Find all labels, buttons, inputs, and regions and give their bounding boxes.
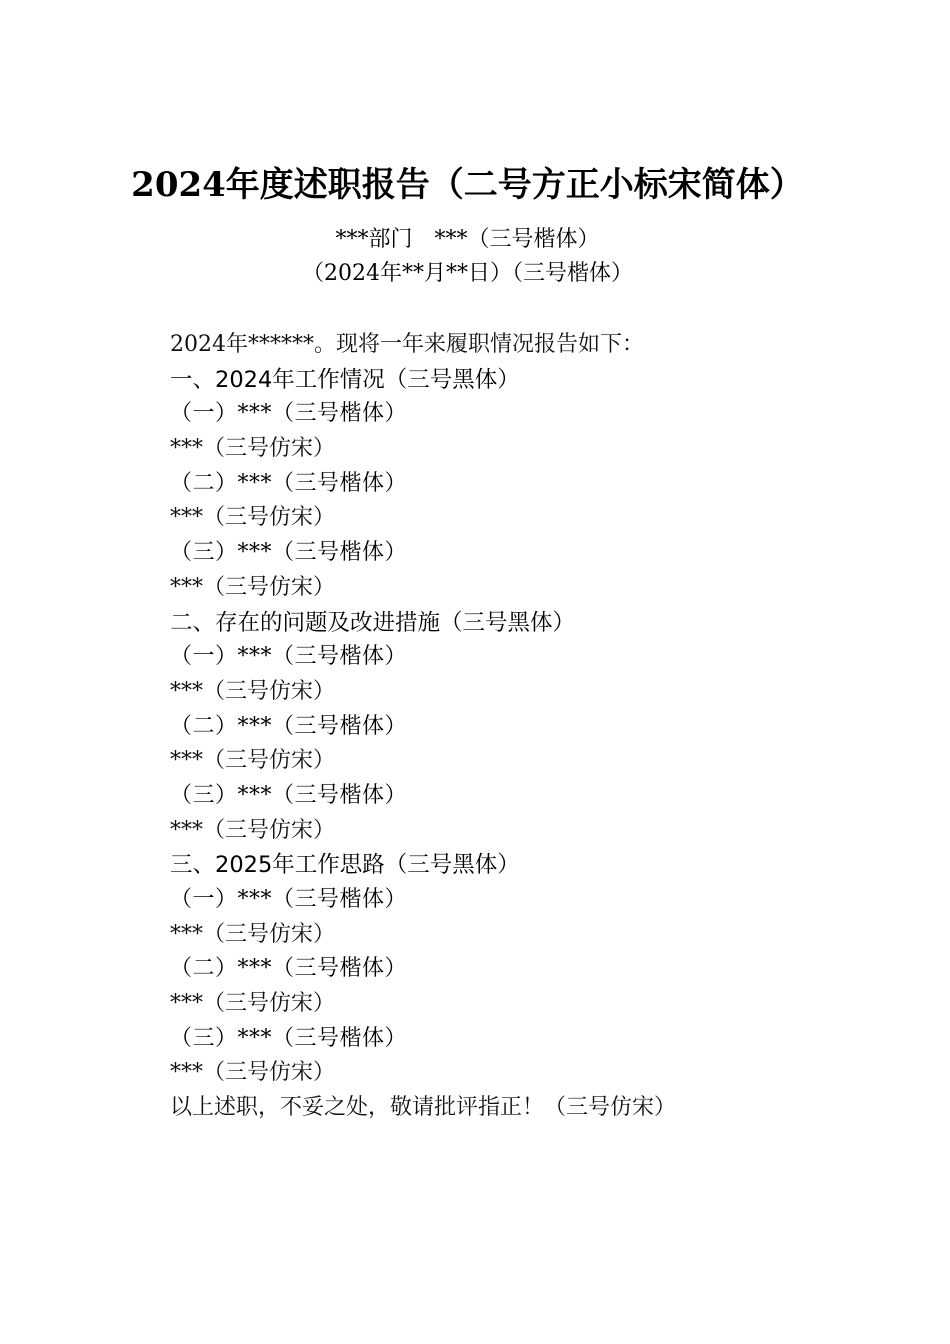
- body-paragraph: ***（三号仿宋）: [170, 817, 336, 843]
- closing-paragraph: 以上述职，不妥之处，敬请批评指正！（三号仿宋）: [170, 1095, 677, 1121]
- body-paragraph: ***（三号仿宋）: [170, 436, 336, 462]
- subheading: （二）***（三号楷体）: [170, 956, 408, 982]
- document-body: [170, 328, 870, 1126]
- body-paragraph: ***（三号仿宋）: [170, 505, 336, 531]
- subheading: （二）***（三号楷体）: [170, 470, 408, 496]
- department-author-line: ***部门 ***（三号楷体）: [335, 227, 600, 252]
- body-paragraph: ***（三号仿宋）: [170, 921, 336, 947]
- body-paragraph: ***（三号仿宋）: [170, 748, 336, 774]
- subheading: （一）***（三号楷体）: [170, 887, 408, 912]
- document-title: 2024年度述职报告（二号方正小标宋简体）: [131, 165, 804, 205]
- subheading: （三）***（三号楷体）: [170, 782, 408, 808]
- subheading: （一）***（三号楷体）: [170, 644, 408, 670]
- body-paragraph: ***（三号仿宋）: [170, 574, 336, 600]
- section-heading-2: 二、存在的问题及改进措施（三号黑体）: [170, 609, 576, 636]
- section-heading-3: 三、2025年工作思路（三号黑体）: [170, 852, 520, 879]
- subheading: （二）***（三号楷体）: [170, 713, 408, 739]
- subheading: （一）***（三号楷体）: [170, 401, 408, 427]
- body-paragraph: ***（三号仿宋）: [170, 1060, 336, 1086]
- body-paragraph: ***（三号仿宋）: [170, 678, 336, 704]
- intro-paragraph: 2024年******。现将一年来履职情况报告如下：: [170, 332, 644, 357]
- section-heading-1: 一、2024年工作情况（三号黑体）: [170, 366, 520, 393]
- subheading: （三）***（三号楷体）: [170, 540, 408, 566]
- date-line: （2024年**月**日）（三号楷体）: [302, 261, 633, 286]
- body-paragraph: ***（三号仿宋）: [170, 991, 336, 1017]
- subheading: （三）***（三号楷体）: [170, 1025, 408, 1051]
